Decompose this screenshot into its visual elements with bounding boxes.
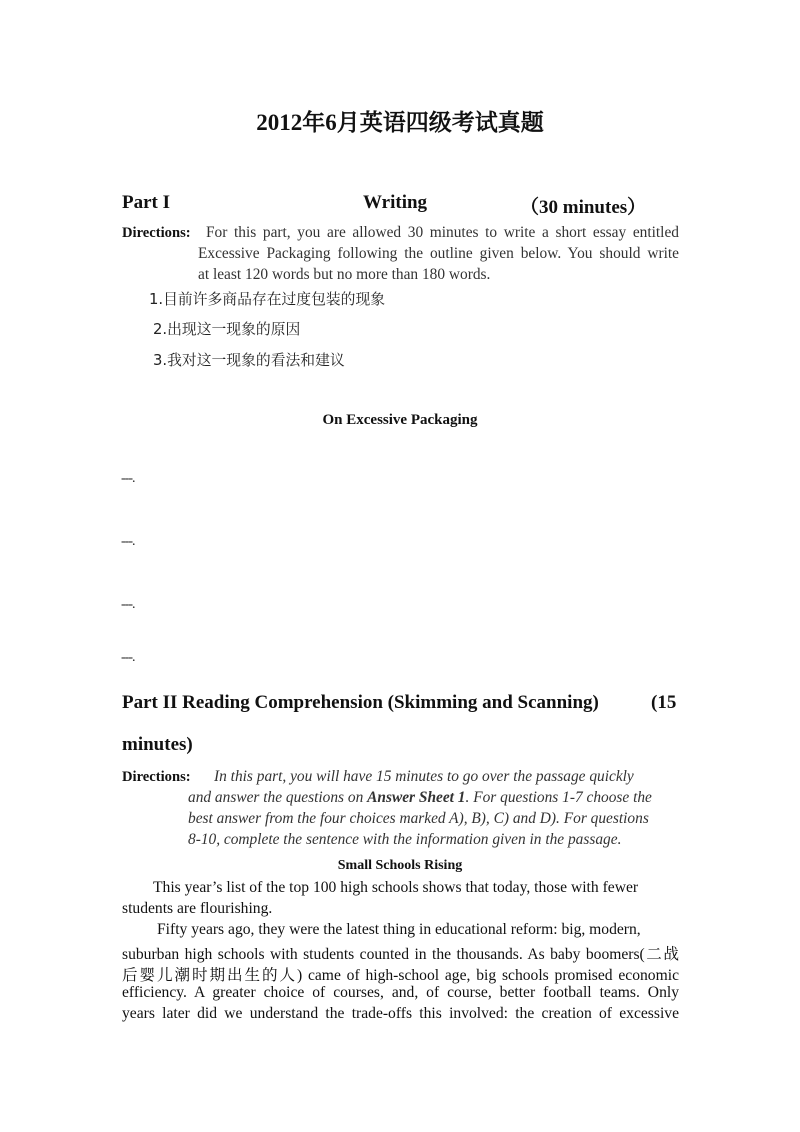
answer-sheet-ref: Answer Sheet 1	[367, 789, 466, 806]
blank-mark-3: ---.	[121, 597, 135, 612]
part1-label: Part I	[122, 192, 171, 213]
essay-title: On Excessive Packaging	[322, 412, 478, 428]
outline-item-2: 2.出现这一现象的原因	[153, 321, 301, 338]
passage-line-2: students are flourishing.	[122, 900, 273, 917]
part1-directions-line-2: Excessive Packaging following the outline given below. You should write	[198, 245, 679, 262]
outline-item-3: 3.我对这一现象的看法和建议	[153, 352, 345, 369]
part2-directions-line-1: In this part, you will have 15 minutes to go over the passage quickly	[214, 768, 634, 785]
passage-line-5: 后婴儿潮时期出生的人) came of high-school age, big schools promised economic	[122, 967, 679, 984]
passage-title: Small Schools Rising	[337, 858, 463, 873]
passage-line-1: This year’s list of the top 100 high schools shows that today, those with fewer	[153, 879, 639, 896]
outline-item-1: 1.目前许多商品存在过度包装的现象	[149, 291, 386, 308]
part2-time: (15	[651, 692, 677, 713]
part2-heading: Part II Reading Comprehension (Skimming and Scanning)	[122, 692, 599, 713]
part2-directions-line-2	[188, 789, 652, 807]
blank-mark-2: ---.	[121, 534, 135, 549]
part2-heading-line-2: minutes)	[122, 734, 193, 755]
part2-directions-line-2-start: and answer the questions on	[188, 789, 368, 806]
part2-directions-line-2-end: . For questions 1-7 choose the	[465, 789, 652, 806]
part2-directions-label: Directions:	[122, 769, 191, 785]
part1-directions-line-1: For this part, you are allowed 30 minutes to write a short essay entitled	[206, 224, 679, 241]
blank-mark-4: ---.	[121, 650, 135, 665]
blank-mark-1: ---.	[121, 471, 135, 486]
part1-time: （30 minutes）	[520, 197, 647, 218]
part1-directions-line-3: at least 120 words but no more than 180 words.	[198, 266, 491, 283]
passage-line-3: Fifty years ago, they were the latest thing in educational reform: big, modern,	[157, 921, 641, 938]
part2-directions-line-4: 8-10, complete the sentence with the information given in the passage.	[188, 831, 622, 848]
passage-line-4: suburban high schools with students counted in the thousands. As baby boomers(二战	[122, 946, 679, 963]
page-title: 2012年6月英语四级考试真题	[256, 110, 544, 135]
part1-directions-label: Directions:	[122, 225, 191, 241]
passage-line-7: years later did we understand the trade-offs this involved: the creation of excessive	[122, 1005, 679, 1022]
part1-section: Writing	[363, 192, 428, 213]
passage-line-6: efficiency. A greater choice of courses, and, of course, better football teams. Only	[122, 984, 679, 1001]
part2-directions-line-3: best answer from the four choices marked A), B), C) and D). For questions	[188, 810, 649, 827]
